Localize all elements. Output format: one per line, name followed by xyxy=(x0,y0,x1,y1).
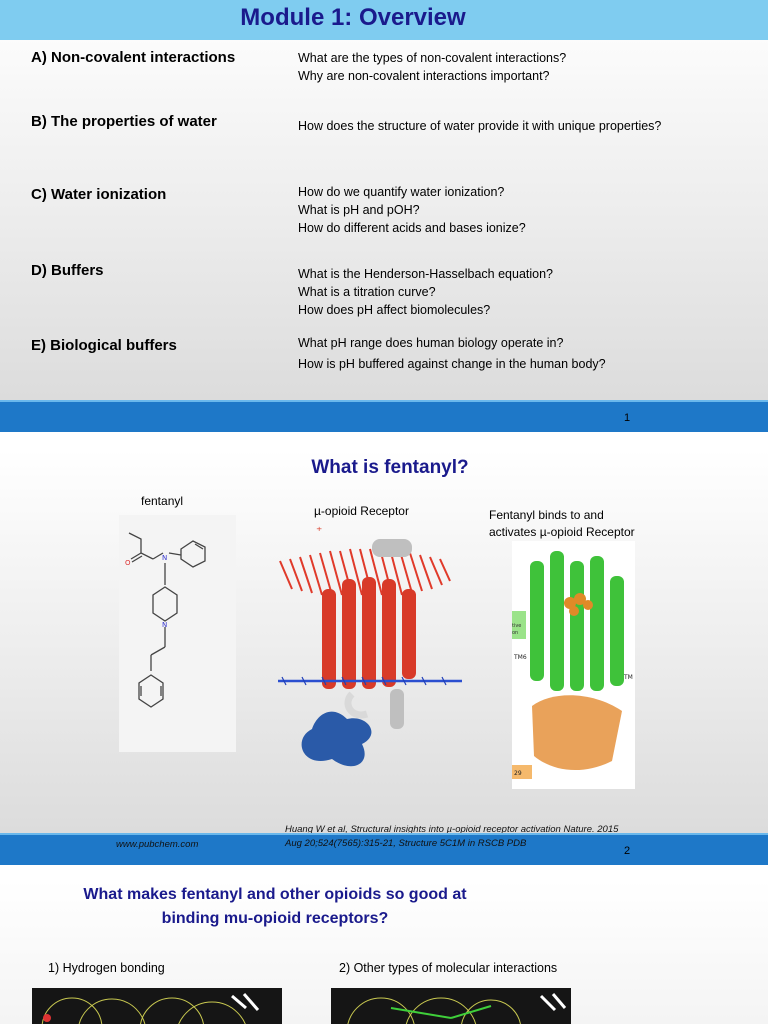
question: How does the structure of water provide it with unique properties? xyxy=(298,119,662,133)
question: How does pH affect biomolecules? xyxy=(298,303,491,317)
item-other-interactions: 2) Other types of molecular interactions xyxy=(339,961,558,975)
interactions-image xyxy=(331,988,571,1024)
strip-text-2: on xyxy=(512,630,519,636)
hbond-drawing xyxy=(32,988,282,1024)
question: How is pH buffered against change in the human body? xyxy=(298,357,606,371)
receptor-ribbon-drawing xyxy=(272,519,468,781)
tm6-label: TM6 xyxy=(514,654,527,661)
source-link[interactable]: www.pubchem.com xyxy=(116,839,199,850)
hbond-image xyxy=(32,988,282,1024)
topic-a-questions xyxy=(298,49,566,85)
question: How do different acids and bases ionize? xyxy=(298,221,526,235)
topic-e: E) Biological buffers xyxy=(31,337,177,354)
title-line1: What makes fentanyl and other opioids so good at xyxy=(83,886,467,903)
topic-c: C) Water ionization xyxy=(31,186,167,203)
slide-title: What is fentanyl? xyxy=(311,457,469,478)
band-highlight xyxy=(0,833,768,835)
fentanyl-structure-image xyxy=(119,515,236,752)
topic-e-questions xyxy=(298,333,606,375)
topic-b-questions xyxy=(298,117,661,135)
question: What is the Henderson-Hasselbach equation? xyxy=(298,267,554,281)
label-binds-line2: activates µ-opioid Receptor xyxy=(489,525,635,539)
slide-footer-band xyxy=(0,400,768,432)
question: How do we quantify water ionization? xyxy=(298,185,505,199)
bound-ribbon-drawing xyxy=(512,541,635,789)
svg-text:N: N xyxy=(162,621,168,629)
interactions-drawing xyxy=(331,988,571,1024)
question: What is pH and pOH? xyxy=(298,203,420,217)
question: What pH range does human biology operate in? xyxy=(298,336,564,350)
slide-title xyxy=(30,883,520,931)
label-fentanyl: fentanyl xyxy=(141,494,184,508)
page-number: 1 xyxy=(624,412,631,424)
topic-c-questions xyxy=(298,183,526,237)
topic-d: D) Buffers xyxy=(31,262,104,279)
svg-text:O: O xyxy=(125,559,131,567)
slide-why-opioids-bind xyxy=(0,880,768,1024)
question: What is a titration curve? xyxy=(298,285,436,299)
tm-label: TM xyxy=(624,674,633,681)
slide-title: Module 1: Overview xyxy=(240,4,466,31)
item-hydrogen-bonding: 1) Hydrogen bonding xyxy=(48,961,165,975)
strip-text-1: tive xyxy=(512,623,522,629)
fentanyl-molecule-drawing xyxy=(119,515,236,752)
topic-d-questions xyxy=(298,265,553,319)
question: Why are non-covalent interactions important? xyxy=(298,69,550,83)
slide-what-is-fentanyl xyxy=(0,449,768,833)
question: What are the types of non-covalent interactions? xyxy=(298,51,567,65)
slide-module-overview xyxy=(0,0,768,400)
orange-tag: 29 xyxy=(514,770,522,777)
citation-line1: Huang W et al, Structural insights into µ-opioid receptor activation Nature. 2015 xyxy=(285,824,619,833)
page-number: 2 xyxy=(624,845,631,857)
citation-line2: Aug 20;524(7565):315-21, Structure 5C1M in RSCB PDB xyxy=(285,838,527,849)
title-line2: binding mu-opioid receptors? xyxy=(161,910,389,927)
bound-structure-image xyxy=(512,541,635,789)
band-highlight xyxy=(0,400,768,402)
topic-a: A) Non-covalent interactions xyxy=(31,49,236,66)
label-binds-line1: Fentanyl binds to and xyxy=(489,508,604,522)
topic-b: B) The properties of water xyxy=(31,113,217,130)
svg-text:⁺: ⁺ xyxy=(316,524,323,538)
svg-text:N: N xyxy=(162,554,168,562)
label-receptor: µ-opioid Receptor xyxy=(314,504,409,518)
receptor-structure-image xyxy=(272,519,468,781)
